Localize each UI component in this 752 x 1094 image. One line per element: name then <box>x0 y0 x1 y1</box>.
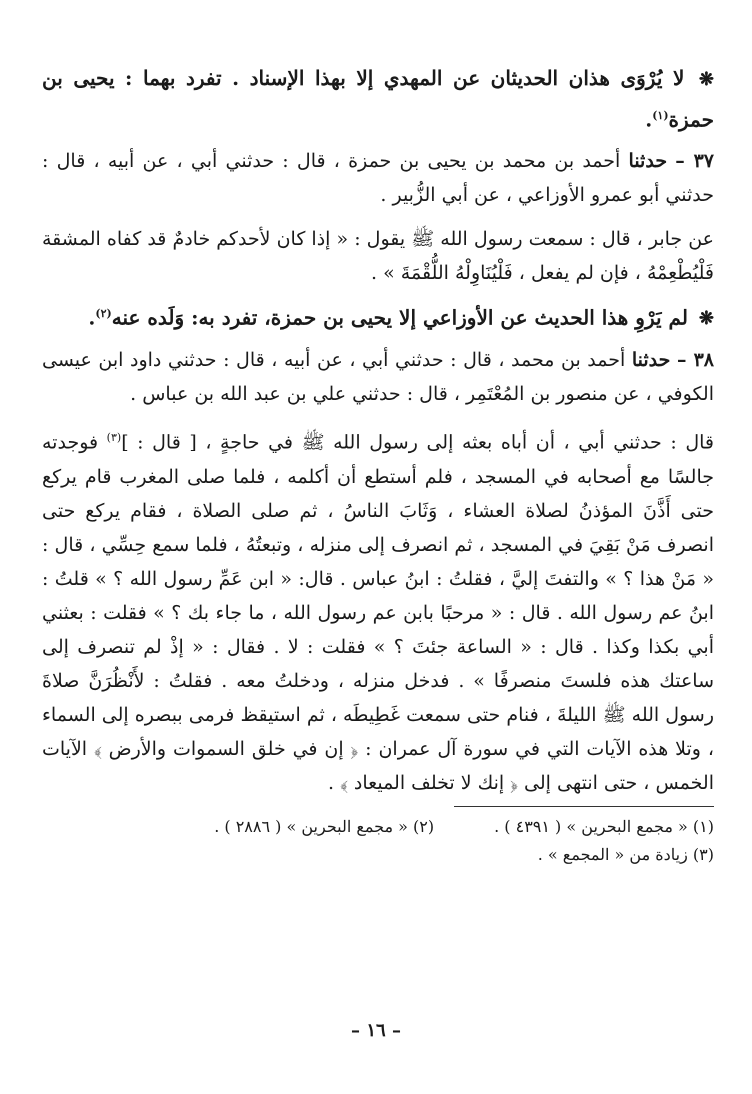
hadith-38-matn <box>42 421 714 799</box>
hadith-isnad-text: أحمد بن محمد ، قال : حدثني أبي ، عن أبيه ، قال : حدثني داود ابن عيسى الكوفي ، عن منصور بن المُعْتَمِر ، قال : حدثني علي بن عبد الله بن عباس . <box>42 349 714 406</box>
footnotes-row-2 <box>42 841 714 869</box>
hadith-lead-word: حدثنا <box>631 349 671 372</box>
star-ornament-icon: ❋ <box>698 308 714 330</box>
footnote-divider <box>454 806 714 807</box>
footnote-ref-1: (١) <box>652 109 669 122</box>
footnote-ref-3: (٣) <box>106 431 122 445</box>
matn-body: فوجدته جالسًا مع أصحابه في المسجد ، فلم أستطع أن أكلمه ، فلما صلى المغرب قام يركع حتى أَذَّنَ المؤذنُ لصلاة العشاء ، وَثَابَ الناسُ ، ثم صلى الصلاة ، فقام يركع حتى انصرف مَنْ بَقِيَ في المسجد ، ثم انصرف إلى منزله ، وتبعتُهُ ، فلما سمع حِسِّي ، قال : « مَنْ هذا ؟ » والتفتَ إليَّ ، فقلتُ : ابنُ عباس . قال: « ابن عَمِّ رسول الله ؟ » قلتُ : ابنُ عم رسول الله . قال : « مرحبًا بابن عم رسول الله ، ما جاء بك ؟ » فقلت : بعثني أبي بكذا وكذا . قال : « الساعة جئتَ ؟ » فقلت : لا . فقال : « إذْ لم تنصرف إلى ساعتك هذه فلستَ منصرفًا » . فدخل منزله ، ودخلتُ معه . فقلتُ : لأَنْظُرَنَّ صلاةَ رسول الله ﷺ الليلةَ ، فنام حتى سمعت غَطِيطَه ، ثم استيقظ فرمى ببصره إلى السماء ، وتلا هذه الآيات التي في سورة آل عمران : ﴿ إن في خلق السموات والأرض ﴾ الآيات الخمس ، حتى انتهى إلى ﴿ إنك لا تخلف الميعاد ﴾ . <box>42 431 714 794</box>
footnote-3: (٣) زيادة من « المجمع » . <box>537 844 714 864</box>
footnote-2: (٢) « مجمع البحرين » ( ٢٨٨٦ ) . <box>214 816 435 836</box>
star-ornament-icon: ❋ <box>698 69 714 90</box>
hadith-isnad-text: أحمد بن محمد بن يحيى بن حمزة ، قال : حدثني أبي ، عن أبيه ، قال : حدثني أبو عمرو الأوزاعي ، عن أبي الزُّبير . <box>42 149 714 206</box>
page-number: – ١٦ – <box>351 1020 401 1041</box>
hadith-number: ٣٨ – <box>676 349 714 372</box>
hadith-37-isnad <box>42 144 714 212</box>
footnotes-row-1 <box>42 813 714 841</box>
hadith-number: ٣٧ – <box>675 149 714 172</box>
editor-note-1 <box>42 60 714 138</box>
hadith-lead-word: حدثنا <box>628 149 668 172</box>
footnote-1: (١) « مجمع البحرين » ( ٤٣٩١ ) . <box>494 816 714 836</box>
matn-opening: قال : حدثني أبي ، أن أباه بعثه إلى رسول الله ﷺ في حاجةٍ ، [ قال : ] <box>121 431 715 454</box>
note-text: لم يَرْوِ هذا الحديث عن الأوزاعي إلا يحيى بن حمزة، تفرد به: وَلَده عنه <box>111 305 688 330</box>
hadith-38-isnad <box>42 343 714 411</box>
note-end: . <box>645 107 653 132</box>
note-end: . <box>88 305 96 330</box>
note-text: لا يُرْوَى هذان الحديثان عن المهدي إلا بهذا الإسناد . تفرد بهما : يحيى بن حمزة <box>42 66 714 132</box>
hadith-37-matn: عن جابر ، قال : سمعت رسول الله ﷺ يقول : « إذا كان لأحدكم خادمٌ قد كفاه المشقة فَلْيُطْعِمْهُ ، فإن لم يفعل ، فَلْيُنَاوِلْهُ اللُّقْمَةَ » . <box>42 227 714 284</box>
editor-note-2 <box>42 296 714 338</box>
footnote-ref-2: (٢) <box>95 306 112 320</box>
